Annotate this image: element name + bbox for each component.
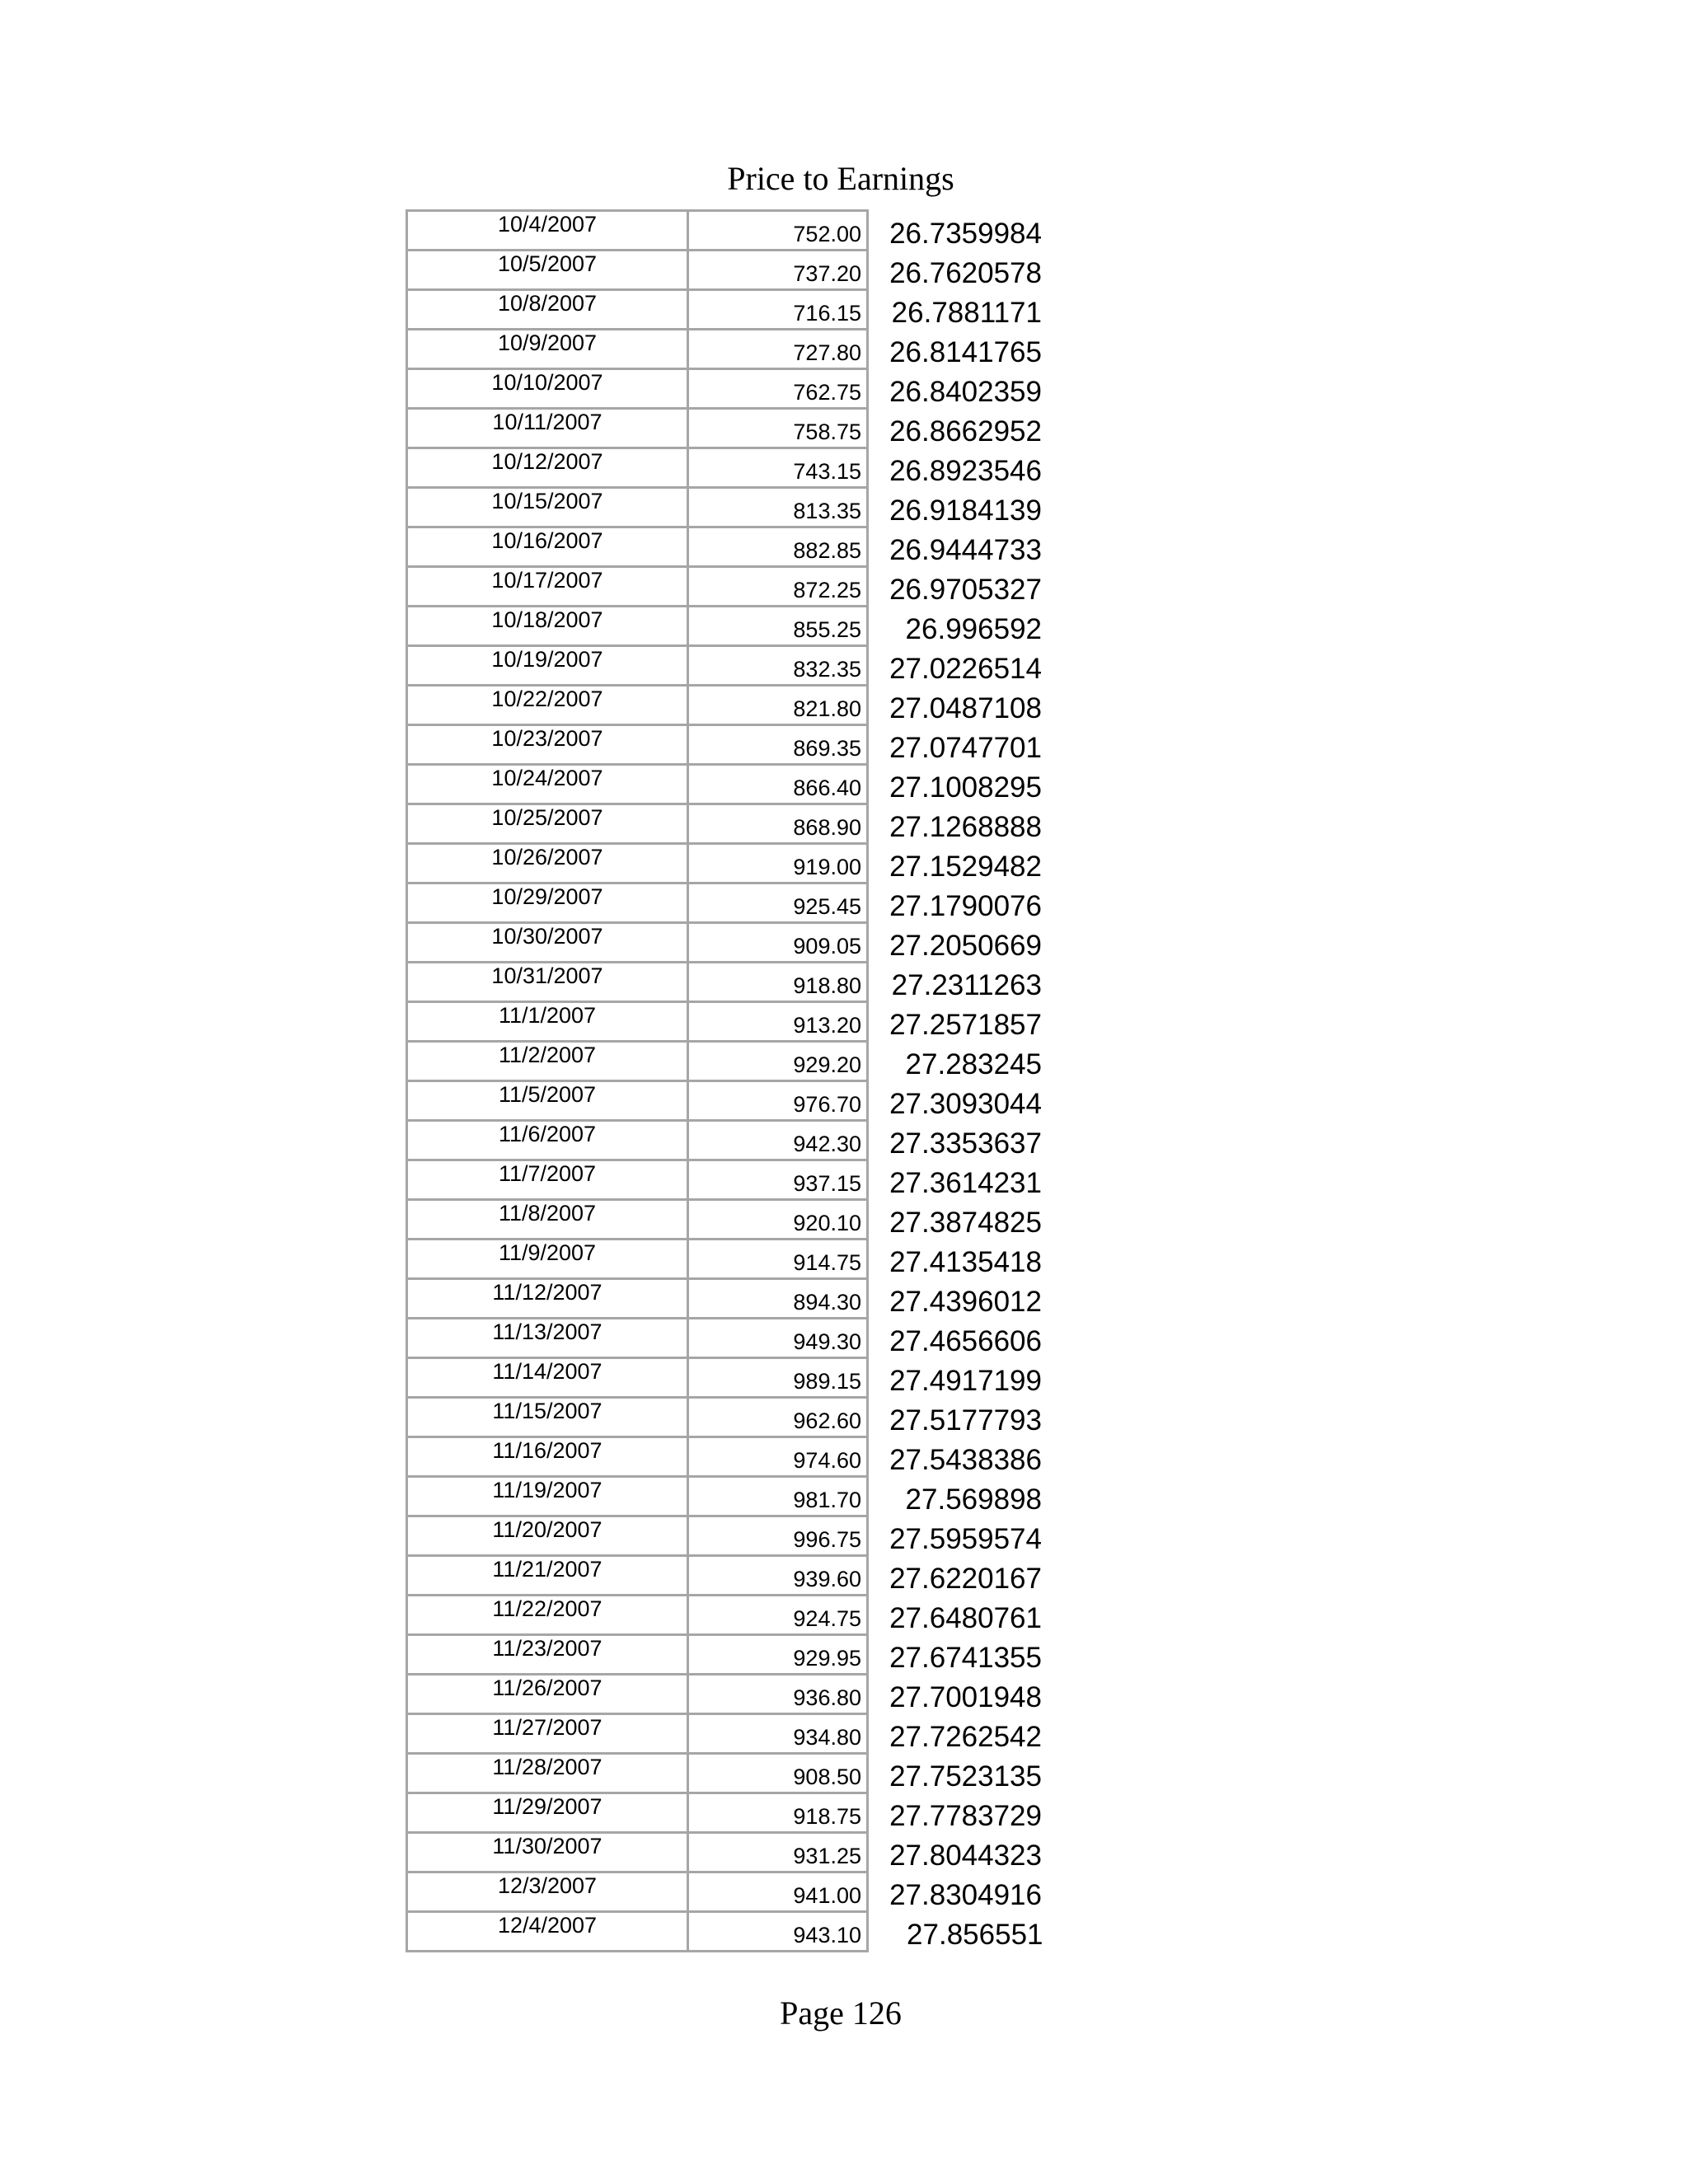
date-cell: 10/31/2007 bbox=[407, 963, 688, 1002]
date-cell: 10/25/2007 bbox=[407, 804, 688, 844]
date-cell: 11/13/2007 bbox=[407, 1319, 688, 1358]
table-row bbox=[407, 1398, 1043, 1437]
date-cell: 11/7/2007 bbox=[407, 1160, 688, 1200]
page-number: Page 126 bbox=[780, 1994, 902, 2032]
pe-ratio-cell: 27.7262542 bbox=[889, 1720, 1042, 1753]
table-row bbox=[407, 251, 1043, 290]
date-cell: 11/22/2007 bbox=[407, 1596, 688, 1635]
date-cell: 11/23/2007 bbox=[407, 1635, 688, 1675]
table-row bbox=[407, 1754, 1043, 1793]
pe-ratio-cell: 27.1008295 bbox=[889, 771, 1042, 804]
pe-ratio-cell: 27.283245 bbox=[905, 1047, 1042, 1080]
price-cell: 758.75 bbox=[688, 409, 868, 448]
date-cell: 10/10/2007 bbox=[407, 369, 688, 409]
pe-ratio-cell: 27.8044323 bbox=[889, 1839, 1042, 1872]
pe-ratio-cell: 26.8141765 bbox=[889, 335, 1042, 368]
pe-ratio-cell: 27.4135418 bbox=[889, 1245, 1042, 1278]
date-cell: 10/18/2007 bbox=[407, 607, 688, 646]
pe-ratio-cell: 26.8662952 bbox=[889, 415, 1042, 448]
pe-ratio-cell: 27.5438386 bbox=[889, 1443, 1042, 1476]
page-title: Price to Earnings bbox=[727, 160, 954, 197]
table-row bbox=[407, 1200, 1043, 1240]
pe-ratio-cell: 27.7001948 bbox=[889, 1680, 1042, 1713]
price-cell: 936.80 bbox=[688, 1675, 868, 1714]
date-cell: 11/20/2007 bbox=[407, 1516, 688, 1556]
date-cell: 11/12/2007 bbox=[407, 1279, 688, 1319]
table-row bbox=[407, 686, 1043, 725]
price-cell: 974.60 bbox=[688, 1437, 868, 1477]
price-cell: 914.75 bbox=[688, 1240, 868, 1279]
price-cell: 943.10 bbox=[688, 1912, 868, 1952]
date-cell: 11/14/2007 bbox=[407, 1358, 688, 1398]
pe-ratio-cell: 27.6220167 bbox=[889, 1562, 1042, 1595]
date-cell: 11/21/2007 bbox=[407, 1556, 688, 1596]
date-cell: 10/4/2007 bbox=[407, 211, 688, 251]
date-cell: 11/26/2007 bbox=[407, 1675, 688, 1714]
pe-ratio-cell: 27.856551 bbox=[907, 1918, 1043, 1951]
price-cell: 925.45 bbox=[688, 883, 868, 923]
date-cell: 10/24/2007 bbox=[407, 765, 688, 804]
table-row bbox=[407, 1042, 1043, 1081]
pe-ratio-cell: 27.4917199 bbox=[889, 1364, 1042, 1397]
pe-ratio-cell: 27.0226514 bbox=[889, 652, 1042, 685]
pe-ratio-cell: 26.8402359 bbox=[889, 375, 1042, 408]
price-cell: 868.90 bbox=[688, 804, 868, 844]
price-cell: 949.30 bbox=[688, 1319, 868, 1358]
date-cell: 11/6/2007 bbox=[407, 1121, 688, 1160]
pe-ratio-cell: 26.9705327 bbox=[889, 573, 1042, 606]
table-body bbox=[407, 211, 1043, 1952]
price-cell: 855.25 bbox=[688, 607, 868, 646]
date-cell: 10/26/2007 bbox=[407, 844, 688, 883]
date-cell: 11/16/2007 bbox=[407, 1437, 688, 1477]
date-cell: 11/29/2007 bbox=[407, 1793, 688, 1833]
table-row bbox=[407, 1121, 1043, 1160]
table-row bbox=[407, 330, 1043, 369]
pe-ratio-cell: 27.2311263 bbox=[891, 968, 1042, 1001]
price-cell: 937.15 bbox=[688, 1160, 868, 1200]
table-row bbox=[407, 883, 1043, 923]
date-cell: 11/28/2007 bbox=[407, 1754, 688, 1793]
pe-ratio-cell: 27.7783729 bbox=[889, 1799, 1042, 1832]
pe-ratio-cell: 27.3874825 bbox=[889, 1206, 1042, 1239]
table-row bbox=[407, 1675, 1043, 1714]
price-cell: 832.35 bbox=[688, 646, 868, 686]
pe-ratio-cell: 27.4396012 bbox=[889, 1285, 1042, 1318]
table-row bbox=[407, 1160, 1043, 1200]
table-row bbox=[407, 448, 1043, 488]
pe-ratio-cell: 27.4656606 bbox=[889, 1324, 1042, 1357]
table-row bbox=[407, 963, 1043, 1002]
table-row bbox=[407, 646, 1043, 686]
table-row bbox=[407, 1516, 1043, 1556]
price-cell: 737.20 bbox=[688, 251, 868, 290]
table-row bbox=[407, 844, 1043, 883]
price-cell: 939.60 bbox=[688, 1556, 868, 1596]
date-cell: 11/2/2007 bbox=[407, 1042, 688, 1081]
date-cell: 10/16/2007 bbox=[407, 527, 688, 567]
price-cell: 716.15 bbox=[688, 290, 868, 330]
pe-ratio-cell: 26.7620578 bbox=[889, 256, 1042, 289]
price-cell: 913.20 bbox=[688, 1002, 868, 1042]
pe-ratio-cell: 27.2571857 bbox=[889, 1008, 1042, 1041]
price-cell: 894.30 bbox=[688, 1279, 868, 1319]
price-cell: 931.25 bbox=[688, 1833, 868, 1872]
date-cell: 10/29/2007 bbox=[407, 883, 688, 923]
price-cell: 743.15 bbox=[688, 448, 868, 488]
table-row bbox=[407, 1833, 1043, 1872]
table-row bbox=[407, 369, 1043, 409]
table-row bbox=[407, 1319, 1043, 1358]
price-cell: 924.75 bbox=[688, 1596, 868, 1635]
price-cell: 821.80 bbox=[688, 686, 868, 725]
date-cell: 10/9/2007 bbox=[407, 330, 688, 369]
date-cell: 11/30/2007 bbox=[407, 1833, 688, 1872]
pe-ratio-cell: 27.0487108 bbox=[889, 691, 1042, 724]
price-cell: 942.30 bbox=[688, 1121, 868, 1160]
table-row bbox=[407, 1793, 1043, 1833]
pe-ratio-cell: 27.5177793 bbox=[889, 1404, 1042, 1436]
pe-ratio-cell: 26.8923546 bbox=[889, 454, 1042, 487]
table-row bbox=[407, 765, 1043, 804]
date-cell: 10/17/2007 bbox=[407, 567, 688, 607]
table-row bbox=[407, 1081, 1043, 1121]
price-cell: 920.10 bbox=[688, 1200, 868, 1240]
price-cell: 918.80 bbox=[688, 963, 868, 1002]
date-cell: 11/9/2007 bbox=[407, 1240, 688, 1279]
pe-ratio-cell: 26.9184139 bbox=[889, 494, 1042, 527]
pe-ratio-cell: 26.9444733 bbox=[889, 533, 1042, 566]
price-cell: 866.40 bbox=[688, 765, 868, 804]
pe-ratio-cell: 27.3353637 bbox=[889, 1127, 1042, 1160]
date-cell: 10/22/2007 bbox=[407, 686, 688, 725]
table-row bbox=[407, 488, 1043, 527]
date-cell: 10/11/2007 bbox=[407, 409, 688, 448]
pe-ratio-cell: 26.7881171 bbox=[891, 296, 1042, 329]
price-cell: 727.80 bbox=[688, 330, 868, 369]
table-row bbox=[407, 567, 1043, 607]
price-cell: 934.80 bbox=[688, 1714, 868, 1754]
table-row bbox=[407, 211, 1043, 251]
pe-ratio-cell: 27.6741355 bbox=[889, 1641, 1042, 1674]
price-cell: 962.60 bbox=[688, 1398, 868, 1437]
pe-ratio-cell: 27.1529482 bbox=[889, 850, 1042, 883]
date-cell: 11/27/2007 bbox=[407, 1714, 688, 1754]
date-cell: 12/3/2007 bbox=[407, 1872, 688, 1912]
pe-ratio-cell: 27.2050669 bbox=[889, 929, 1042, 962]
table-row bbox=[407, 290, 1043, 330]
table-row bbox=[407, 1437, 1043, 1477]
date-cell: 10/30/2007 bbox=[407, 923, 688, 963]
table-row bbox=[407, 527, 1043, 567]
price-cell: 882.85 bbox=[688, 527, 868, 567]
pe-ratio-cell: 27.0747701 bbox=[889, 731, 1042, 764]
date-cell: 11/8/2007 bbox=[407, 1200, 688, 1240]
price-cell: 981.70 bbox=[688, 1477, 868, 1516]
table-row bbox=[407, 1714, 1043, 1754]
pe-ratio-cell: 26.7359984 bbox=[889, 217, 1042, 250]
table-row bbox=[407, 607, 1043, 646]
pe-ratio-cell: 27.3614231 bbox=[889, 1166, 1042, 1199]
price-earnings-table bbox=[406, 209, 1044, 1952]
price-cell: 989.15 bbox=[688, 1358, 868, 1398]
date-cell: 11/19/2007 bbox=[407, 1477, 688, 1516]
date-cell: 10/5/2007 bbox=[407, 251, 688, 290]
date-cell: 11/1/2007 bbox=[407, 1002, 688, 1042]
table-row bbox=[407, 1358, 1043, 1398]
date-cell: 10/23/2007 bbox=[407, 725, 688, 765]
table-row bbox=[407, 1912, 1043, 1952]
price-cell: 929.95 bbox=[688, 1635, 868, 1675]
table-row bbox=[407, 1556, 1043, 1596]
price-cell: 929.20 bbox=[688, 1042, 868, 1081]
date-cell: 10/8/2007 bbox=[407, 290, 688, 330]
table-row bbox=[407, 1240, 1043, 1279]
pe-ratio-cell: 27.8304916 bbox=[889, 1878, 1042, 1911]
table-row bbox=[407, 804, 1043, 844]
pe-ratio-cell: 27.5959574 bbox=[889, 1522, 1042, 1555]
price-cell: 762.75 bbox=[688, 369, 868, 409]
price-cell: 752.00 bbox=[688, 211, 868, 251]
price-cell: 908.50 bbox=[688, 1754, 868, 1793]
table-row bbox=[407, 1635, 1043, 1675]
pe-ratio-cell: 27.1790076 bbox=[889, 889, 1042, 922]
table-row bbox=[407, 923, 1043, 963]
price-cell: 813.35 bbox=[688, 488, 868, 527]
table-row bbox=[407, 1279, 1043, 1319]
table-row bbox=[407, 1002, 1043, 1042]
price-cell: 869.35 bbox=[688, 725, 868, 765]
price-cell: 872.25 bbox=[688, 567, 868, 607]
table-row bbox=[407, 1872, 1043, 1912]
price-cell: 941.00 bbox=[688, 1872, 868, 1912]
table-row bbox=[407, 725, 1043, 765]
date-cell: 11/15/2007 bbox=[407, 1398, 688, 1437]
pe-ratio-cell: 27.7523135 bbox=[889, 1760, 1042, 1793]
table-row bbox=[407, 1596, 1043, 1635]
price-cell: 976.70 bbox=[688, 1081, 868, 1121]
date-cell: 10/19/2007 bbox=[407, 646, 688, 686]
date-cell: 10/15/2007 bbox=[407, 488, 688, 527]
price-cell: 918.75 bbox=[688, 1793, 868, 1833]
pe-ratio-cell: 27.6480761 bbox=[889, 1601, 1042, 1634]
table-row bbox=[407, 1477, 1043, 1516]
price-cell: 909.05 bbox=[688, 923, 868, 963]
pe-ratio-cell: 27.1268888 bbox=[889, 810, 1042, 843]
pe-ratio-cell: 27.3093044 bbox=[889, 1087, 1042, 1120]
price-cell: 919.00 bbox=[688, 844, 868, 883]
date-cell: 11/5/2007 bbox=[407, 1081, 688, 1121]
pe-ratio-cell: 26.996592 bbox=[905, 612, 1042, 645]
price-cell: 996.75 bbox=[688, 1516, 868, 1556]
pe-ratio-cell: 27.569898 bbox=[905, 1483, 1042, 1516]
date-cell: 12/4/2007 bbox=[407, 1912, 688, 1952]
table-row bbox=[407, 409, 1043, 448]
date-cell: 10/12/2007 bbox=[407, 448, 688, 488]
